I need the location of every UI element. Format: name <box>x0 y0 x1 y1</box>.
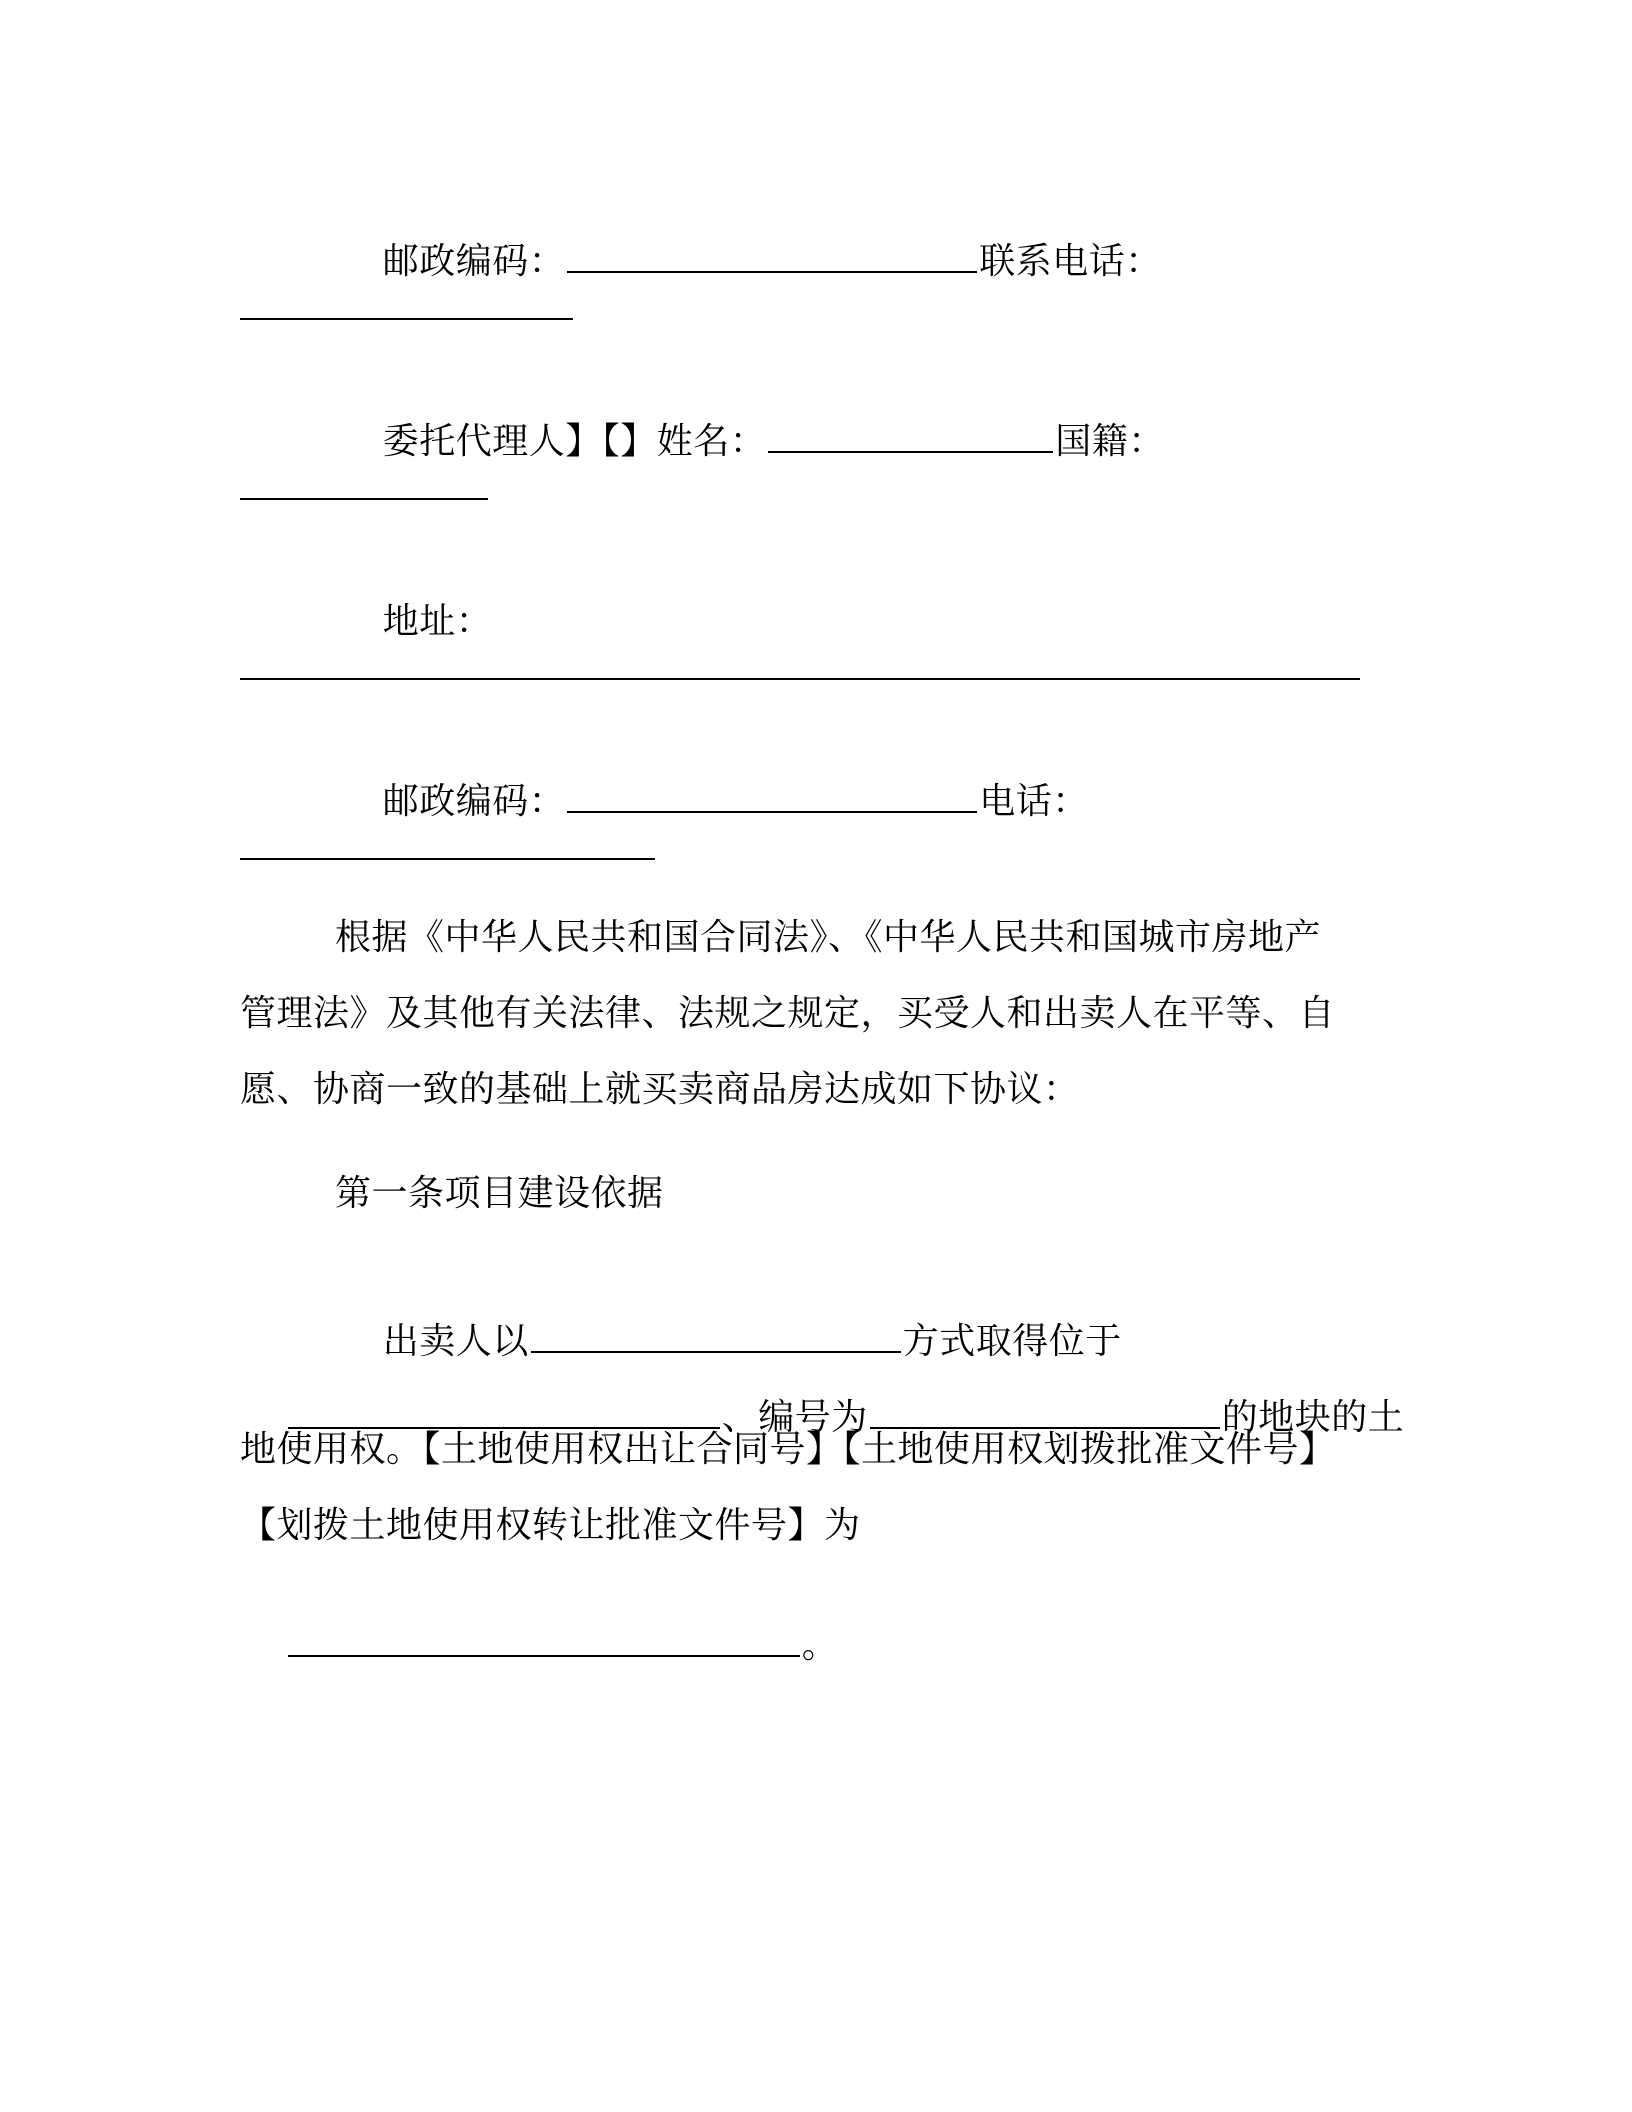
article-1-line-4: 【划拨土地使用权转让批准文件号】为 <box>240 1505 861 1546</box>
agent-address-line <box>335 556 492 688</box>
location-label: 方式取得位于 <box>902 1321 1122 1362</box>
agent-name-label: 委托代理人】【】姓名： <box>382 421 767 462</box>
preamble-line-3: 愿、协商一致的基础上就买卖商品房达成如下协议： <box>240 1069 1080 1110</box>
plot-suffix: 的地块的土 <box>1221 1397 1405 1438</box>
postal-code-blank[interactable] <box>567 241 977 273</box>
agent-phone-blank[interactable] <box>240 856 655 860</box>
phone-label: 联系电话： <box>979 241 1162 282</box>
plot-number-blank[interactable] <box>870 1397 1220 1429</box>
location-blank[interactable] <box>288 1397 720 1429</box>
seller-postal-phone-line <box>335 196 1162 328</box>
acquisition-label: 出卖人以 <box>382 1321 529 1362</box>
plot-number-label: 、编号为 <box>721 1397 868 1438</box>
article-1-line-5 <box>240 1580 838 1712</box>
address-label: 地址： <box>382 601 493 642</box>
preamble-line-2: 管理法》及其他有关法律、法规之规定，买受人和出卖人在平等、自 <box>240 993 1336 1034</box>
nationality-blank[interactable] <box>240 496 488 500</box>
agent-phone-label: 电话： <box>979 781 1089 822</box>
agent-postal-code-label: 邮政编码： <box>382 781 566 822</box>
agent-name-blank[interactable] <box>768 421 1053 453</box>
article-1-line-3: 地使用权。【土地使用权出让合同号】【土地使用权划拨批准文件号】 <box>240 1429 1336 1470</box>
nationality-label: 国籍： <box>1055 421 1165 462</box>
phone-blank[interactable] <box>240 316 573 320</box>
agent-postal-phone-line <box>335 736 1089 868</box>
agent-postal-code-blank[interactable] <box>567 781 977 813</box>
postal-code-label: 邮政编码： <box>382 241 566 282</box>
acquisition-method-blank[interactable] <box>531 1321 901 1353</box>
article-1-title: 第一条项目建设依据 <box>335 1173 664 1214</box>
agent-name-line <box>335 376 1165 508</box>
period: 。 <box>801 1625 839 1666</box>
preamble-line-1: 根据《中华人民共和国合同法》、《中华人民共和国城市房地产 <box>335 917 1322 958</box>
address-blank[interactable] <box>240 676 1360 680</box>
contract-number-blank[interactable] <box>288 1625 800 1657</box>
